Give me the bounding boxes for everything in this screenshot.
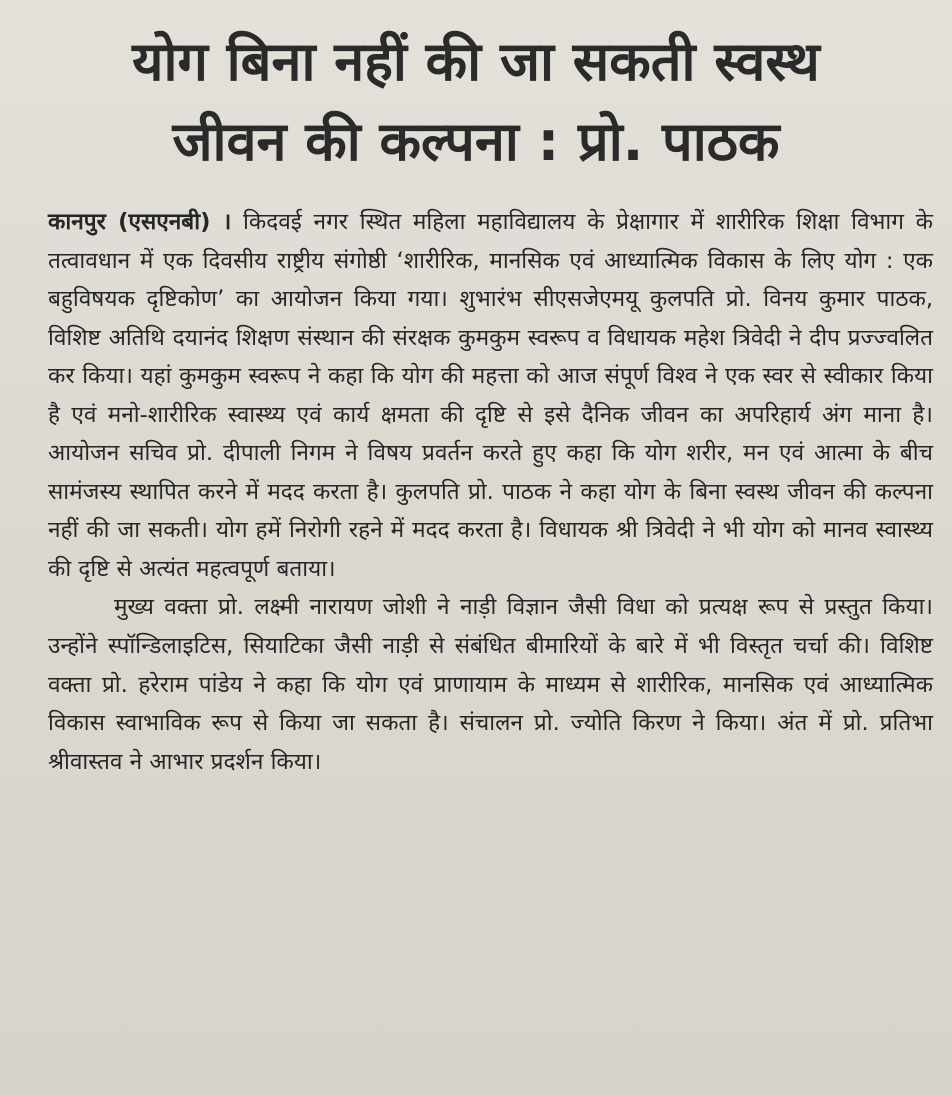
article-paragraph-1 [48, 203, 933, 588]
article-paragraph-2: मुख्य वक्ता प्रो. लक्ष्मी नारायण जोशी ने नाड़ी विज्ञान जैसी विधा को प्रत्यक्ष रूप से प्रस्तुत किया। उन्होंने स्पॉन्डिलाइटिस, सियाटिका जैसी नाड़ी से संबंधित बीमारियों के बारे में भी विस्तृत चर्चा की। विशिष्ट वक्ता प्रो. हरेराम पांडेय ने कहा कि योग एवं प्राणायाम के माध्यम से शारीरिक, मानसिक एवं आध्यात्मिक विकास स्वाभाविक रूप से किया जा सकता है। संचालन प्रो. ज्योति किरण ने किया। अंत में प्रो. प्रतिभा श्रीवास्तव ने आभार प्रदर्शन किया। [48, 594, 933, 775]
headline-line-1: योग बिना नहीं की जा सकती स्वस्थ [132, 30, 820, 93]
article-body [48, 203, 933, 781]
headline [0, 0, 952, 182]
paragraph-1-text: किदवई नगर स्थित महिला महाविद्यालय के प्रेक्षागार में शारीरिक शिक्षा विभाग के तत्वावधान में एक दिवसीय राष्ट्रीय संगोष्ठी ‘शारीरिक, मानसिक एवं आध्यात्मिक विकास के लिए योग : एक बहुविषयक दृष्टिकोण’ का आयोजन किया गया। शुभारंभ सीएसजेएमयू कुलपति प्रो. विनय कुमार पाठक, विशिष्ट अतिथि दयानंद शिक्षण संस्थान की संरक्षक कुमकुम स्वरूप व विधायक महेश त्रिवेदी ने दीप प्रज्ज्वलित कर किया। यहां कुमकुम स्वरूप ने कहा कि योग की महत्ता को आज संपूर्ण विश्व ने एक स्वर से स्वीकार किया है एवं मनो-शारीरिक स्वास्थ्य एवं कार्य क्षमता की दृष्टि से इसे दैनिक जीवन का अपरिहार्य अंग माना है। आयोजन सचिव प्रो. दीपाली निगम ने विषय प्रवर्तन करते हुए कहा कि योग शरीर, मन एवं आत्मा के बीच सामंजस्य स्थापित करने में मदद करता है। कुलपति प्रो. पाठक ने कहा योग के बिना स्वस्थ जीवन की कल्पना नहीं की जा सकती। योग हमें निरोगी रहने में मदद करता है। विधायक श्री त्रिवेदी ने भी योग को मानव स्वास्थ्य की दृष्टि से अत्यंत महत्वपूर्ण बताया। [48, 209, 933, 582]
dateline: कानपुर (एसएनबी) । [48, 209, 232, 235]
headline-line-2: जीवन की कल्पना : प्रो. पाठक [172, 110, 780, 173]
